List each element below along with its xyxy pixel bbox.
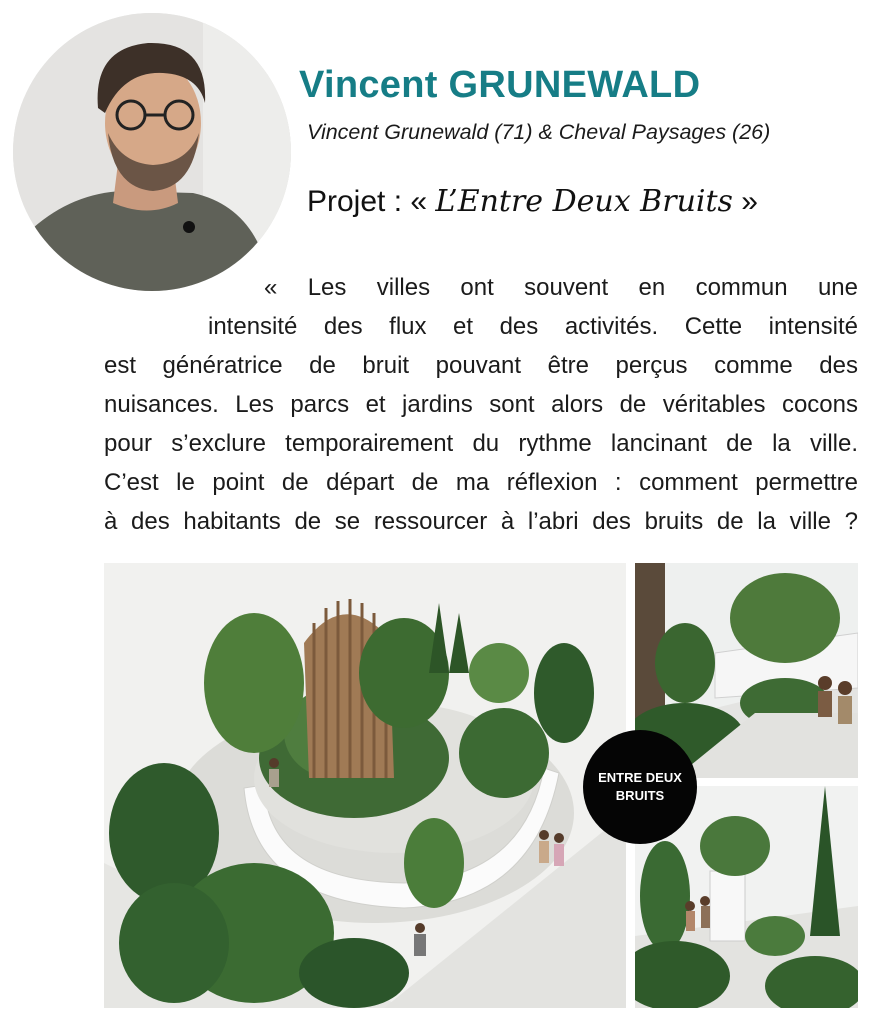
description-line: « Les villes ont souvent en commun une bbox=[264, 274, 858, 301]
description-line: nuisances. Les parcs et jardins sont alors de véritables cocons bbox=[104, 391, 858, 418]
description-line: pour s’exclure temporairement du rythme lancinant de la ville. bbox=[104, 430, 858, 457]
aerial-render-image bbox=[104, 563, 626, 1008]
project-title: L’Entre Deux Bruits bbox=[435, 184, 733, 219]
open-quote: « bbox=[410, 185, 428, 218]
project-badge bbox=[583, 730, 697, 844]
description-line: intensité des flux et des activités. Cette intensité bbox=[208, 313, 858, 340]
project-label: Projet : bbox=[307, 185, 403, 218]
portrait-photo bbox=[13, 13, 291, 291]
badge-line-1: ENTRE DEUX bbox=[598, 770, 682, 785]
project-description bbox=[104, 268, 858, 541]
badge-line-2: BRUITS bbox=[615, 788, 665, 803]
description-line: est génératrice de bruit pouvant être perçus comme des bbox=[104, 352, 858, 379]
description-line: C’est le point de départ de ma réflexion : comment permettre bbox=[104, 469, 858, 496]
garden-aerial-render bbox=[104, 563, 626, 1008]
author-name: Vincent GRUNEWALD bbox=[299, 64, 701, 106]
author-portrait bbox=[13, 13, 291, 291]
description-line: à des habitants de se ressourcer à l’abri des bruits de la ville ? bbox=[104, 508, 858, 535]
close-quote: » bbox=[741, 185, 758, 218]
author-subtitle: Vincent Grunewald (71) & Cheval Paysages (26) bbox=[307, 120, 771, 144]
project-heading bbox=[307, 184, 758, 219]
